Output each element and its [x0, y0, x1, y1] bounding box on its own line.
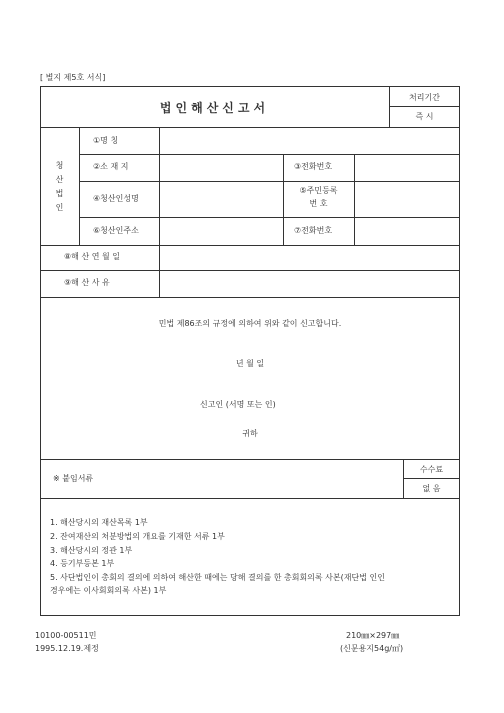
liquidator-address-label: ⑥청산인주소	[93, 226, 139, 235]
liquidator-section-label: 청 산 법 인	[55, 161, 64, 212]
attachments-label: ※ 붙임서류	[53, 474, 94, 483]
corporation-address-label: ②소 재 지	[93, 162, 129, 171]
form-number: 10100-00511민	[35, 631, 97, 640]
dissolution-date-label: ⑧해 산 연 월 일	[64, 252, 120, 261]
document-item: 1. 해산당시의 재산목록 1부	[50, 518, 148, 527]
declaration-statement: 민법 제86조의 규정에 의하여 위와 같이 신고합니다.	[158, 319, 342, 328]
resident-number-label-line2: 번 호	[309, 199, 328, 208]
document-item: 3. 해산당시의 정관 1부	[50, 546, 133, 555]
liquidator-name-label: ④청산인성명	[93, 194, 139, 203]
document-item: 2. 잔여재산의 처분방법의 개요를 기재한 서류 1부	[50, 532, 225, 541]
declarant-signature: 신고인 (서명 또는 인)	[200, 400, 276, 409]
document-item: 4. 등기부등본 1부	[50, 559, 115, 568]
resident-number-label-line1: ⑤주민등록	[299, 186, 338, 195]
corporation-phone-label: ③전화번호	[294, 162, 333, 171]
enactment-date: 1995.12.19.제정	[35, 644, 99, 653]
declaration-addressee: 귀하	[242, 429, 258, 438]
document-item: 5. 사단법인이 총회의 결의에 의하여 해산한 때에는 당해 결의를 한 총회회의록 사본(재단법 인인	[50, 573, 385, 582]
fee-label: 수수료	[419, 465, 444, 474]
form-title: 법인해산신고서	[159, 101, 270, 115]
form-header-note: [ 별지 제5호 서식]	[40, 73, 106, 82]
liquidator-phone-label: ⑦전화번호	[294, 226, 333, 235]
dissolution-reason-label: ⑨해 산 사 유	[64, 278, 110, 287]
fee-value: 없 음	[422, 484, 441, 493]
processing-period-label: 처리기간	[409, 93, 440, 102]
paper-type: (신문용지54g/㎡)	[340, 644, 404, 653]
paper-size: 210㎜×297㎜	[346, 631, 400, 640]
declaration-date: 년 월 일	[235, 359, 265, 368]
document-item-continued: 경우에는 이사회회의록 사본) 1부	[50, 586, 167, 595]
corporation-name-label: ①명 칭	[93, 136, 119, 145]
processing-period-value: 즉 시	[415, 112, 434, 121]
